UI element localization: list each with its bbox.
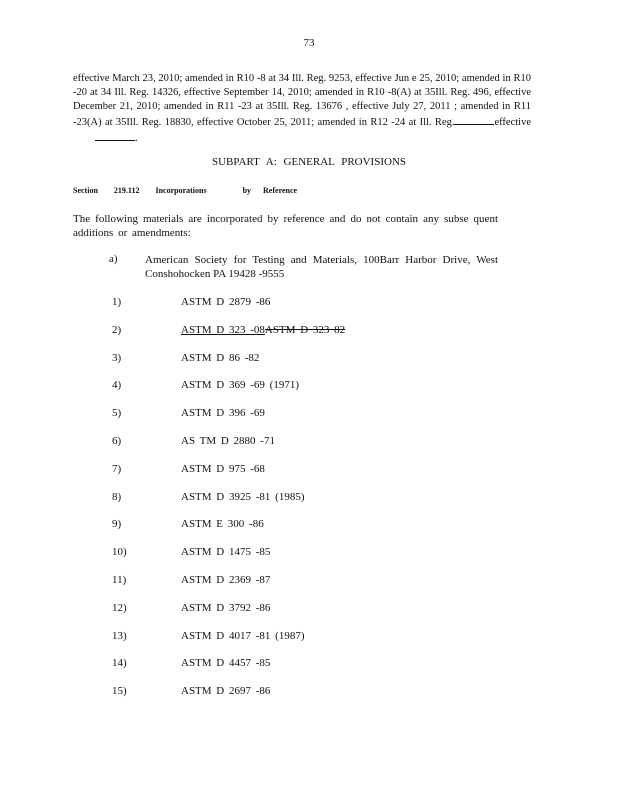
blank-line <box>95 130 135 141</box>
list-item-text: ASTM D 1475 -85 <box>181 546 271 558</box>
intro-paragraph: The following materials are incorporated by reference and do not contain any subse quent additions or amendments: <box>73 213 498 239</box>
list-item-number-text: 7) <box>112 463 122 475</box>
section-title-word: Incorporations <box>155 186 207 195</box>
list-item-text: AS TM D 2880 -71 <box>181 435 275 447</box>
list-item-text: ASTM D 2369 -87 <box>181 574 271 586</box>
list-item <box>181 574 270 586</box>
list-item <box>181 491 305 503</box>
list-item-number <box>112 463 154 477</box>
list-item <box>181 296 270 308</box>
list-item <box>181 435 275 447</box>
list-item <box>181 352 259 364</box>
list-item-text: ASTM D 2697 -86 <box>181 685 271 697</box>
list-item-number-text: 2) <box>112 324 122 336</box>
list-item-number <box>112 518 154 532</box>
list-item <box>181 518 264 530</box>
list-item-number <box>112 685 154 699</box>
subpart-heading: SUBPART A: GENERAL PROVISIONS <box>212 156 406 168</box>
list-item-text: ASTM D 975 -68 <box>181 463 265 475</box>
list-item-number <box>112 574 154 588</box>
list-item-text: ASTM D 2879 -86 <box>181 296 271 308</box>
list-item-number-text: 13) <box>112 630 127 642</box>
list-item-text: ASTM D 323 -08 <box>181 324 265 336</box>
subsection-label: a) <box>109 253 118 265</box>
list-item-text: ASTM D 4017 -81 (1987) <box>181 630 305 642</box>
section-heading <box>73 186 311 195</box>
list-item-number <box>112 630 154 644</box>
amendment-history-text: effective March 23, 2010; amended in R10 -8 at 34 Ill. Reg. 9253, effective Jun e 25, 2010; amended in R10 -20 at 34 Ill. Reg. 14326, effective September 14, 2010; amended in R10 -8(A) at 35Ill. Reg. 496, effective December 21, 2010; amended in R11 -23 at 35Ill. Reg. 13676 , effective July 27, 2011 ; amended in R11 -23(A) at 35Ill. Reg. 18830, effective October 25, 2011; amended in R12 -24 at Ill. Reg. <box>73 73 531 128</box>
section-label: Section <box>73 186 98 195</box>
list-item-number <box>112 491 154 505</box>
list-item-number <box>112 657 154 671</box>
list-item-number-text: 1) <box>112 296 122 308</box>
list-item-number-text: 12) <box>112 602 127 614</box>
list-item-text: ASTM D 3925 -81 (1985) <box>181 491 305 503</box>
list-item-number-text: 3) <box>112 352 122 364</box>
list-item-number <box>112 602 154 616</box>
page-number: 73 <box>303 37 315 49</box>
section-number: 219.112 <box>113 186 140 195</box>
list-item-number <box>112 352 154 366</box>
list-item-number-text: 14) <box>112 657 127 669</box>
list-item <box>181 657 270 669</box>
list-item-number <box>112 435 154 449</box>
list-item-text: ASTM D 4457 -85 <box>181 657 271 669</box>
list-item-number <box>112 407 154 421</box>
amendment-history-effective: effective <box>494 117 531 128</box>
list-item-number <box>112 379 154 393</box>
list-item-text: ASTM D 396 -69 <box>181 407 265 419</box>
list-item-text: ASTM D 86 -82 <box>181 352 260 364</box>
section-title-word: Reference <box>263 186 298 195</box>
amendment-history-end: . <box>135 133 138 144</box>
list-item <box>181 379 299 391</box>
list-item <box>181 546 270 558</box>
list-item-number <box>112 296 154 310</box>
subsection-text: American Society for Testing and Materials, 100Barr Harbor Drive, West Conshohocken PA 19428 -9555 <box>145 254 498 280</box>
list-item-number-text: 10) <box>112 546 127 558</box>
list-item-text: ASTM D 3792 -86 <box>181 602 271 614</box>
list-item-struck-text: ASTM D 323 82 <box>264 324 346 336</box>
list-item <box>181 630 305 642</box>
list-item-number-text: 6) <box>112 435 122 447</box>
list-item-number <box>112 546 154 560</box>
list-item-number-text: 8) <box>112 491 122 503</box>
list-item <box>181 463 265 475</box>
list-item <box>181 407 265 419</box>
list-item-text: ASTM D 369 -69 (1971) <box>181 379 299 391</box>
section-title-word: by <box>242 186 252 195</box>
list-item-text: ASTM E 300 -86 <box>181 518 264 530</box>
list-item-number <box>112 324 154 338</box>
list-item-number-text: 5) <box>112 407 122 419</box>
list-item <box>181 685 270 697</box>
amendment-history <box>73 72 531 146</box>
list-item-number-text: 15) <box>112 685 127 697</box>
blank-line <box>454 114 494 125</box>
list-item <box>181 602 270 614</box>
list-item-number-text: 9) <box>112 518 122 530</box>
list-item <box>181 324 345 336</box>
list-item-number-text: 4) <box>112 379 122 391</box>
list-item-number-text: 11) <box>112 574 127 586</box>
